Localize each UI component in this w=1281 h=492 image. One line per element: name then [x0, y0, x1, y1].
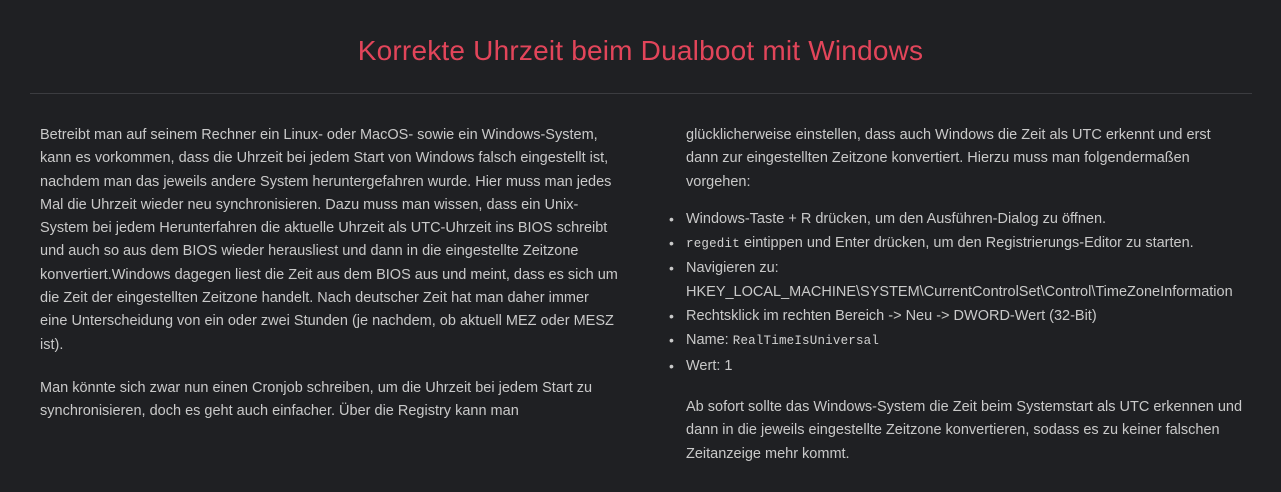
registry-path: HKEY_LOCAL_MACHINE\SYSTEM\CurrentControlSet\Control\TimeZoneInformation	[686, 283, 1233, 300]
list-item	[664, 208, 1245, 231]
page-title: Korrekte Uhrzeit beim Dualboot mit Windows	[357, 35, 924, 66]
left-column	[40, 124, 620, 486]
step-regedit-code: regedit	[686, 237, 740, 252]
step-new-dword-text: Rechtsklick im rechten Bereich -> Neu -> DWORD-Wert (32-Bit)	[686, 308, 1097, 325]
list-item	[664, 257, 1245, 304]
paragraph-continuation: glücklicherweise einstellen, dass auch Windows die Zeit als UTC erkennt und erst dann zur eingestellten Zeitzone konvertiert. Hierzu muss man folgendermaßen vorgehen:	[686, 127, 1211, 190]
list-item	[664, 329, 1245, 353]
right-column	[650, 124, 1245, 486]
list-item	[664, 305, 1245, 328]
paragraph-intro-2: Man könnte sich zwar nun einen Cronjob schreiben, um die Uhrzeit bei jedem Start zu synchronisieren, doch es geht auch einfacher. Über die Registry kann man	[40, 379, 593, 420]
step-value-text: Wert: 1	[686, 357, 733, 374]
step-navigate-label: Navigieren zu:	[686, 260, 779, 277]
paragraph-intro-1: Betreibt man auf seinem Rechner ein Linux- oder MacOS- sowie ein Windows-System, kann es vorkommen, dass die Uhrzeit bei jedem Start von Windows falsch eingestellt ist, nachdem man das jeweils andere System heruntergefahren wurde. Hier muss man jedes Mal die Uhrzeit wieder neu synchronisieren. Dazu muss man wissen, dass ein Unix-System bei jedem Herunterfahren die aktuelle Uhrzeit als UTC-Uhrzeit ins BIOS schreibt und auch so aus dem BIOS wieder herausliest und dann in die eingestellte Zeitzone konvertiert.Windows dagegen liest die Zeit aus dem BIOS aus und meint, dass es sich um die Zeit der eingestellten Zeitzone handelt. Nach deutscher Zeit hat man daher immer eine Unterscheidung von ein oder zwei Stunden (je nachdem, ob aktuell MEZ oder MESZ ist).	[40, 127, 618, 353]
registry-value-name: RealTimeIsUniversal	[732, 334, 880, 349]
article-columns	[0, 124, 1281, 486]
step-run-dialog-text: Windows-Taste + R drücken, um den Ausführen-Dialog zu öffnen.	[686, 210, 1107, 227]
steps-list	[664, 208, 1245, 378]
list-item	[664, 355, 1245, 378]
list-item	[664, 232, 1245, 256]
title-divider	[30, 93, 1252, 94]
step-regedit-text: eintippen und Enter drücken, um den Registrierungs-Editor zu starten.	[739, 235, 1194, 252]
step-name-label: Name:	[686, 332, 733, 349]
paragraph-conclusion: Ab sofort sollte das Windows-System die Zeit beim Systemstart als UTC erkennen und dann in die jeweils eingestellte Zeitzone konvertieren, sodass es zu keiner falschen Zeitanzeige mehr kommt.	[686, 398, 1243, 462]
